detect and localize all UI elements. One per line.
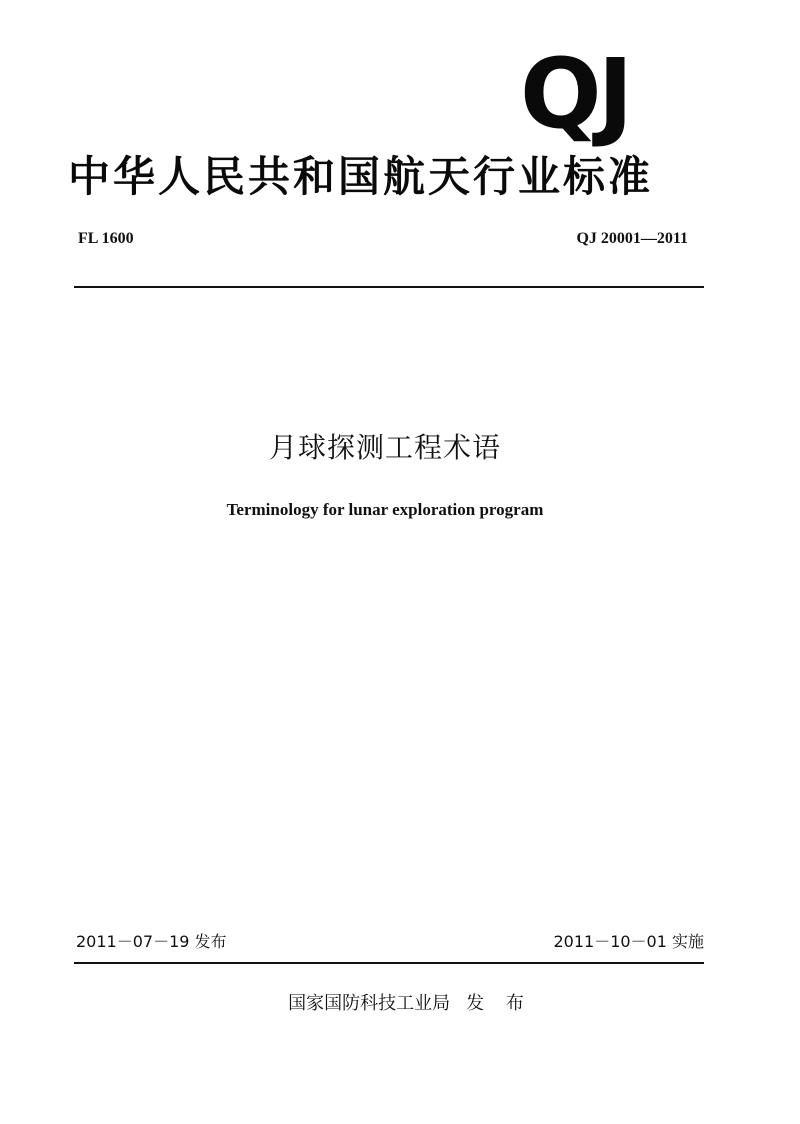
publisher-name: 国家国防科技工业局	[288, 993, 451, 1014]
effective-date: 2011－10－01 实施	[553, 932, 704, 951]
qj-logo: QJ	[520, 38, 630, 150]
bottom-divider	[74, 962, 704, 964]
classification-code: FL 1600	[78, 230, 134, 247]
standard-category-title: 中华人民共和国航天行业标准	[68, 152, 654, 201]
publisher-line	[0, 990, 800, 1018]
standard-number: QJ 20001—2011	[576, 230, 688, 247]
issue-date: 2011－07－19 发布	[76, 932, 227, 951]
publisher-action: 发 布	[466, 993, 532, 1014]
document-title-english: Terminology for lunar exploration program	[226, 500, 544, 519]
document-title-chinese: 月球探测工程术语	[268, 431, 501, 464]
top-divider	[74, 286, 704, 288]
